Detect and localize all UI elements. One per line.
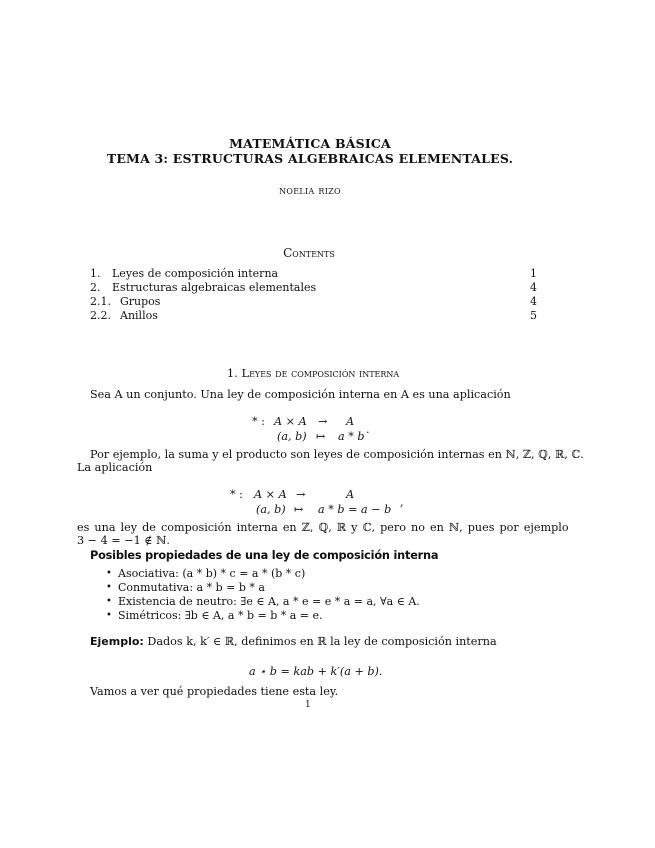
- section-heading: 1. Leyes de composición interna: [226, 366, 400, 380]
- map2-image: a * b = a − b: [318, 503, 392, 516]
- map1-mapsto: ↦: [316, 430, 326, 443]
- bullet-icon: •: [106, 568, 112, 579]
- map1-image: a * b: [338, 430, 365, 443]
- map2-op: * :: [230, 488, 243, 501]
- paragraph-example-sum: Por ejemplo, la suma y el producto son leyes de composición internas en ℕ, ℤ, ℚ, ℝ, ℂ.: [90, 448, 584, 461]
- closing-sentence: Vamos a ver qué propiedades tiene esta ley.: [90, 685, 339, 698]
- toc-page: 4: [530, 295, 537, 308]
- document-title-line2: TEMA 3: ESTRUCTURAS ALGEBRAICAS ELEMENTALES.: [106, 151, 514, 166]
- map1-codomain: A: [346, 415, 355, 428]
- map2-codomain: A: [346, 488, 355, 501]
- toc-label: Leyes de composición interna: [112, 267, 279, 280]
- author-name: noelia rizo: [279, 184, 341, 197]
- map2-element: (a, b): [256, 503, 286, 516]
- example-label: Ejemplo:: [90, 635, 144, 648]
- paragraph-not-in-N-cont: 3 − 4 = −1 ∉ ℕ.: [77, 534, 170, 547]
- toc-number: 1.: [90, 267, 101, 280]
- toc-entry[interactable]: [90, 295, 537, 309]
- property-associative: Asociativa: (a * b) * c = a * (b * c): [118, 567, 306, 580]
- toc-number: 2.: [90, 281, 101, 294]
- toc-number: 2.2.: [90, 309, 111, 322]
- map2-end: ,: [400, 496, 404, 509]
- bullet-icon: •: [106, 610, 112, 621]
- toc-entry[interactable]: [90, 309, 537, 323]
- toc-number: 2.1.: [90, 295, 111, 308]
- example-text: Dados k, k′ ∈ ℝ, definimos en ℝ la ley de composición interna: [147, 635, 497, 648]
- toc-label: Estructuras algebraicas elementales: [112, 281, 317, 294]
- example-formula: a ⋆ b = kab + k′(a + b).: [249, 665, 383, 678]
- page-number: 1: [305, 700, 311, 710]
- map1-op: * :: [252, 415, 265, 428]
- example-paragraph: [90, 635, 497, 648]
- paragraph-example-sum-cont: La aplicación: [77, 461, 153, 474]
- toc-entry[interactable]: [90, 267, 537, 281]
- paragraph-not-in-N: es una ley de composición interna en ℤ, ℚ, ℝ y ℂ, pero no en ℕ, pues por ejemplo: [77, 521, 569, 534]
- properties-heading: Posibles propiedades de una ley de composición interna: [90, 549, 439, 562]
- map1-domain: A × A: [274, 415, 307, 428]
- toc-page: 4: [530, 281, 537, 294]
- contents-heading: Contents: [283, 246, 335, 260]
- property-symmetric: Simétricos: ∃b ∈ A, a * b = b * a = e.: [118, 609, 323, 622]
- toc-label: Anillos: [120, 309, 158, 322]
- map1-element: (a, b): [277, 430, 307, 443]
- map1-arrow: →: [318, 415, 328, 428]
- map1-end: .: [366, 423, 370, 436]
- toc-page: 1: [530, 267, 537, 280]
- document-title-line1: MATEMÁTICA BÁSICA: [229, 136, 391, 151]
- bullet-icon: •: [106, 582, 112, 593]
- property-neutral: Existencia de neutro: ∃e ∈ A, a * e = e * a = a, ∀a ∈ A.: [118, 595, 420, 608]
- map2-arrow: →: [296, 488, 306, 501]
- toc-page: 5: [530, 309, 537, 322]
- paragraph-intro: Sea A un conjunto. Una ley de composición interna en A es una aplicación: [90, 388, 511, 401]
- bullet-icon: •: [106, 596, 112, 607]
- map2-domain: A × A: [254, 488, 287, 501]
- property-commutative: Conmutativa: a * b = b * a: [118, 581, 265, 594]
- toc-label: Grupos: [120, 295, 161, 308]
- map2-mapsto: ↦: [294, 503, 304, 516]
- toc-entry[interactable]: [90, 281, 537, 295]
